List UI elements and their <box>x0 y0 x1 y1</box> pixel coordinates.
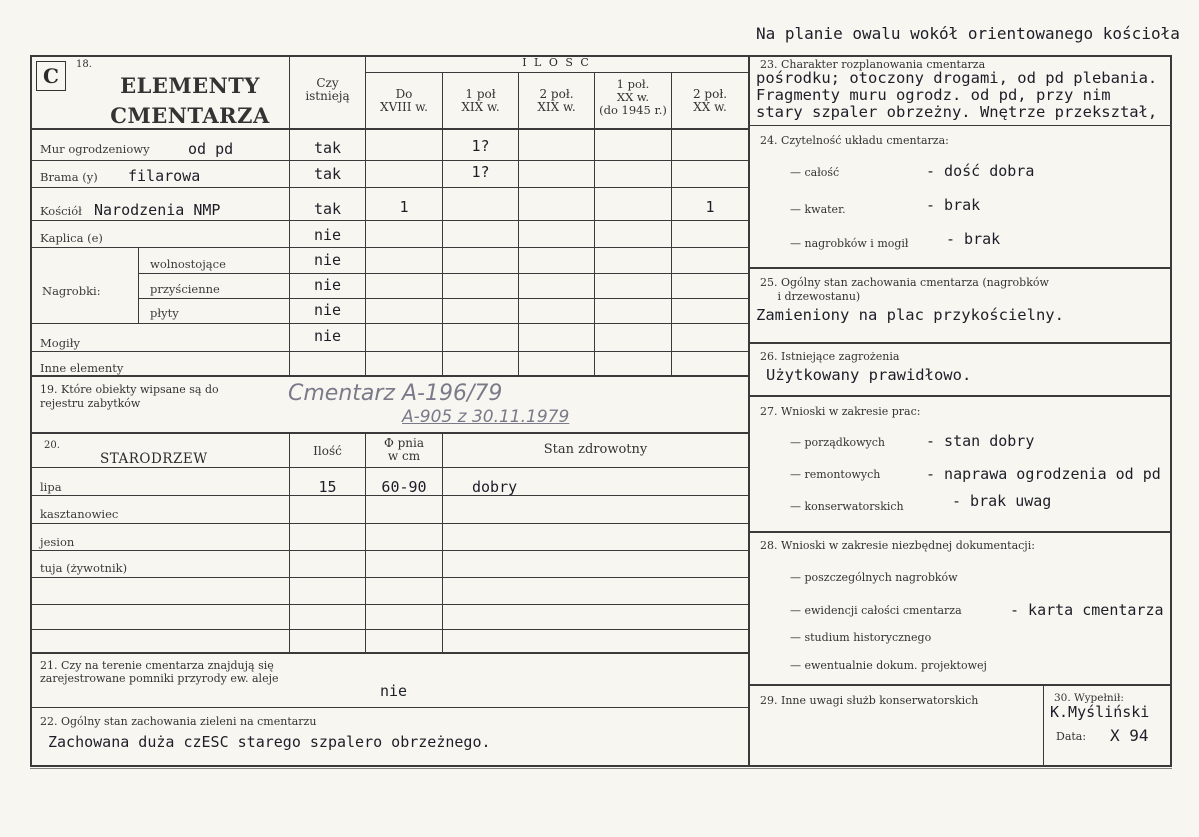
section19-handwriting-2: A-905 z 30.11.1979 <box>402 407 570 427</box>
section30-label: 30. Wypełnił: <box>1054 692 1124 704</box>
period-header-2: 1 poł XIX w. <box>461 87 500 114</box>
col-exists-header: Czy istnieją <box>305 76 350 103</box>
row-val-kosciol-5: 1 <box>705 198 715 216</box>
nagrobki-plyty-exists: nie <box>313 301 342 319</box>
section28-label: 28. Wnioski w zakresie niezbędnej dokumentacji: <box>760 539 1035 552</box>
border-bottom-2 <box>30 768 1172 769</box>
nagrobki-przyscienne-exists: nie <box>313 276 342 294</box>
row-val-mur-2: 1? <box>471 137 490 155</box>
tree-name-4: tuja (żywotnik) <box>40 561 128 575</box>
section22-value: Zachowana duża czESC starego szpalero obrzeżnego. <box>48 733 491 751</box>
section18-number: 18. <box>76 59 92 70</box>
ilosc-header: I L O S C <box>522 56 591 69</box>
tree-name-1: lipa <box>40 480 62 494</box>
top-note: Na planie owalu wokół orientowanego kościoła <box>756 24 1180 43</box>
section30-date-label: Data: <box>1056 730 1087 743</box>
nagrobki-wolnostojace: wolnostojące <box>150 257 226 271</box>
section20-bottom <box>30 652 748 654</box>
row-note-kosciol: Narodzenia NMP <box>94 201 221 219</box>
s20-col-diam: Φ pnia w cm <box>383 436 425 463</box>
section18-title-1: ELEMENTY <box>120 73 260 98</box>
period-header-5: 2 poł. XX w. <box>692 87 728 114</box>
row-line-6 <box>138 298 748 299</box>
row-line-8 <box>30 351 748 352</box>
s27-item-3: — konserwatorskich <box>790 500 904 513</box>
inne-label: Inne elementy <box>40 361 124 375</box>
section19-bottom <box>30 432 748 434</box>
border-left <box>30 55 32 767</box>
row-line-2 <box>30 187 748 188</box>
s20-header-bottom <box>30 467 748 468</box>
row-note-mur: od pd <box>188 140 234 158</box>
nagrobki-plyty: płyty <box>150 306 179 320</box>
section20-title: STARODRZEW <box>100 451 208 467</box>
section23-line-1: pośrodku; otoczony drogami, od pd plebania. <box>756 69 1158 87</box>
section21-label: 21. Czy na terenie cmentarza znajdują się zarejestrowane pomniki przyrody ew. aleje <box>40 659 279 685</box>
tree-name-3: jesion <box>40 535 75 549</box>
section19-label: 19. Które obiekty wipsane są do rejestru zabytków <box>40 383 219 410</box>
section21-value: nie <box>380 682 408 700</box>
row-line-5 <box>138 273 748 274</box>
s20-col-health: Stan zdrowotny <box>543 442 648 457</box>
col-line-p5 <box>671 73 672 375</box>
s24-value-2: - brak <box>926 196 981 214</box>
section26-value: Użytkowany prawidłowo. <box>766 366 972 384</box>
mogily-label: Mogiły <box>40 336 80 350</box>
period-header-3: 2 poł. XIX w. <box>537 87 576 114</box>
row-line-3 <box>30 220 748 221</box>
s28-value-2: - karta cmentarza <box>1010 601 1164 619</box>
s20-row-2 <box>30 523 748 524</box>
row-note-brama: filarowa <box>128 167 201 185</box>
section20-number: 20. <box>44 440 60 451</box>
center-divider <box>748 55 750 767</box>
nagrobki-przyscienne: przyścienne <box>150 282 220 296</box>
section18-title-2: CMENTARZA <box>110 103 270 128</box>
tree-name-2: kasztanowiec <box>40 507 119 521</box>
section30-divider <box>1043 685 1044 765</box>
section24-bottom <box>748 267 1172 269</box>
row-label-kosciol: Kościół <box>40 204 82 218</box>
section18-bottom <box>30 375 748 377</box>
section30-name: K.Myśliński <box>1050 703 1150 721</box>
row-val-kosciol-1: 1 <box>399 198 409 216</box>
tree-count-1: 15 <box>318 478 337 496</box>
row-label-mur: Mur ogrodzeniowy <box>40 142 150 156</box>
s28-item-2: — ewidencji całości cmentarza <box>790 604 962 617</box>
s27-value-3: - brak uwag <box>952 492 1052 510</box>
s20-row-4 <box>30 577 748 578</box>
section19-handwriting-1: Cmentarz A-196/79 <box>288 381 503 406</box>
mogily-exists: nie <box>313 327 342 345</box>
row-exists-kosciol: tak <box>313 200 342 218</box>
section29-label: 29. Inne uwagi służb konserwatorskich <box>760 694 979 707</box>
s28-item-4: — ewentualnie dokum. projektowej <box>790 659 987 672</box>
section25-label: 25. Ogólny stan zachowania cmentarza (nagrobków i drzewostanu) <box>760 276 1049 303</box>
card-letter-box: C <box>36 61 66 91</box>
s27-value-2: - naprawa ogrodzenia od pd <box>926 465 1161 483</box>
row-label-brama: Brama (y) <box>40 170 98 184</box>
section28-bottom <box>748 684 1172 686</box>
ilosc-underline <box>365 72 748 73</box>
s27-item-1: — porządkowych <box>790 436 885 449</box>
section23-line-3: stary szpaler obrzeżny. Wnętrze przekształ, <box>756 103 1158 121</box>
border-right <box>1170 55 1172 767</box>
tree-diam-1: 60-90 <box>381 478 427 496</box>
section23-bottom <box>748 125 1172 126</box>
s28-item-1: — poszczególnych nagrobków <box>790 571 958 584</box>
s24-value-1: - dość dobra <box>926 162 1035 180</box>
section22-label: 22. Ogólny stan zachowania zieleni na cmentarzu <box>40 715 317 728</box>
s20-col-count: Ilość <box>313 444 342 458</box>
s28-item-3: — studium historycznego <box>790 631 932 644</box>
nagrobki-label: Nagrobki: <box>42 284 101 298</box>
s20-row-6 <box>30 629 748 630</box>
register-card <box>30 55 1172 767</box>
col-line-p4 <box>594 73 595 375</box>
row-line-1 <box>30 160 748 161</box>
period-header-4: 1 poł. XX w. (do 1945 r.) <box>599 77 667 117</box>
section24-label: 24. Czytelność układu cmentarza: <box>760 134 949 147</box>
nagrobki-wolnostojace-exists: nie <box>313 251 342 269</box>
section30-date-value: X 94 <box>1110 726 1149 745</box>
s24-item-2: — kwater. <box>790 203 846 216</box>
s24-value-3: - brak <box>946 230 1001 248</box>
section23-line-2: Fragmenty muru ogrodz. od pd, przy nim <box>756 86 1111 104</box>
s24-item-1: — całość <box>790 166 840 179</box>
section27-label: 27. Wnioski w zakresie prac: <box>760 405 921 418</box>
section27-bottom <box>748 531 1172 533</box>
section26-bottom <box>748 395 1172 397</box>
row-line-7 <box>30 323 748 324</box>
section26-label: 26. Istniejące zagrożenia <box>760 350 900 363</box>
s27-item-2: — remontowych <box>790 468 881 481</box>
period-header-1: Do XVIII w. <box>380 87 428 114</box>
s20-row-5 <box>30 604 748 605</box>
s20-row-3 <box>30 550 748 551</box>
row-exists-mur: tak <box>313 139 342 157</box>
border-bottom <box>30 765 1172 767</box>
section25-bottom <box>748 342 1172 344</box>
row-exists-brama: tak <box>313 165 342 183</box>
row-val-brama-2: 1? <box>471 163 490 181</box>
col-line-p3 <box>518 73 519 375</box>
tree-health-1: dobry <box>472 478 518 496</box>
section21-bottom <box>30 707 748 708</box>
s27-value-1: - stan dobry <box>926 432 1035 450</box>
section25-value: Zamieniony na plac przykościelny. <box>756 306 1064 324</box>
s24-item-3: — nagrobków i mogił <box>790 237 909 250</box>
section23-label: 23. Charakter rozplanowania cmentarza <box>760 58 986 71</box>
nagrobki-divider <box>138 247 139 323</box>
row-label-kaplica: Kaplica (e) <box>40 231 103 245</box>
row-exists-kaplica: nie <box>313 226 342 244</box>
col-line-p2 <box>442 73 443 375</box>
header-bottom <box>30 128 748 130</box>
